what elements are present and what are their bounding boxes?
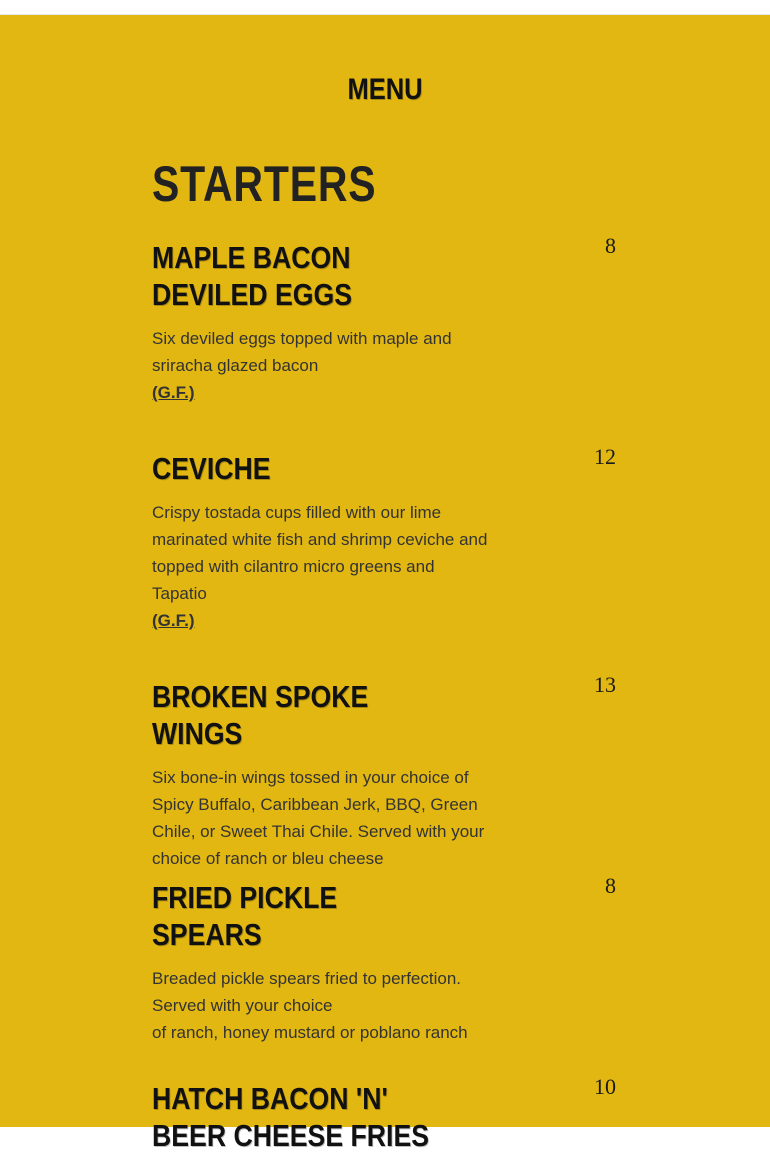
item-description: Crispy tostada cups filled with our lime marinated white fish and shrimp ceviche and topped with cilantro micro greens and Tapatio [152, 503, 488, 603]
item-name: HATCH BACON 'N' BEER CHEESE FRIES [152, 1081, 430, 1153]
menu-panel [0, 15, 770, 1153]
item-description-line: Breaded pickle spears fried to perfection. Served with your choice [152, 969, 462, 1015]
item-price: 12 [594, 444, 616, 469]
top-white-strip [0, 0, 770, 15]
item-price: 10 [594, 1074, 616, 1099]
gluten-free-tag: (G.F.) [152, 383, 195, 402]
item-name: MAPLE BACON DEVILED EGGS [152, 240, 352, 312]
item-name: FRIED PICKLE SPEARS [152, 880, 338, 952]
item-description-line: of ranch, honey mustard or poblano ranch [152, 1023, 468, 1042]
item-price: 13 [594, 672, 616, 697]
menu-item-ceviche [152, 444, 618, 634]
menu-item-deviled-eggs [152, 233, 618, 406]
item-description [152, 965, 492, 1046]
section-title-starters: STARTERS [152, 156, 377, 212]
menu-item-wings [152, 672, 618, 872]
item-price: 8 [605, 873, 616, 898]
item-name: CEVICHE [152, 451, 271, 486]
item-price: 8 [605, 233, 616, 258]
item-description: Six deviled eggs topped with maple and sriracha glazed bacon [152, 329, 452, 375]
item-name: BROKEN SPOKE WINGS [152, 679, 369, 751]
menu-title: MENU [347, 73, 423, 106]
menu-item-fried-pickles [152, 873, 618, 1046]
menu-item-cheese-fries [152, 1074, 618, 1154]
gluten-free-tag: (G.F.) [152, 611, 195, 630]
item-description: Six bone-in wings tossed in your choice of Spicy Buffalo, Caribbean Jerk, BBQ, Green Chile, or Sweet Thai Chile. Served with your choice of ranch or bleu cheese [152, 768, 485, 868]
